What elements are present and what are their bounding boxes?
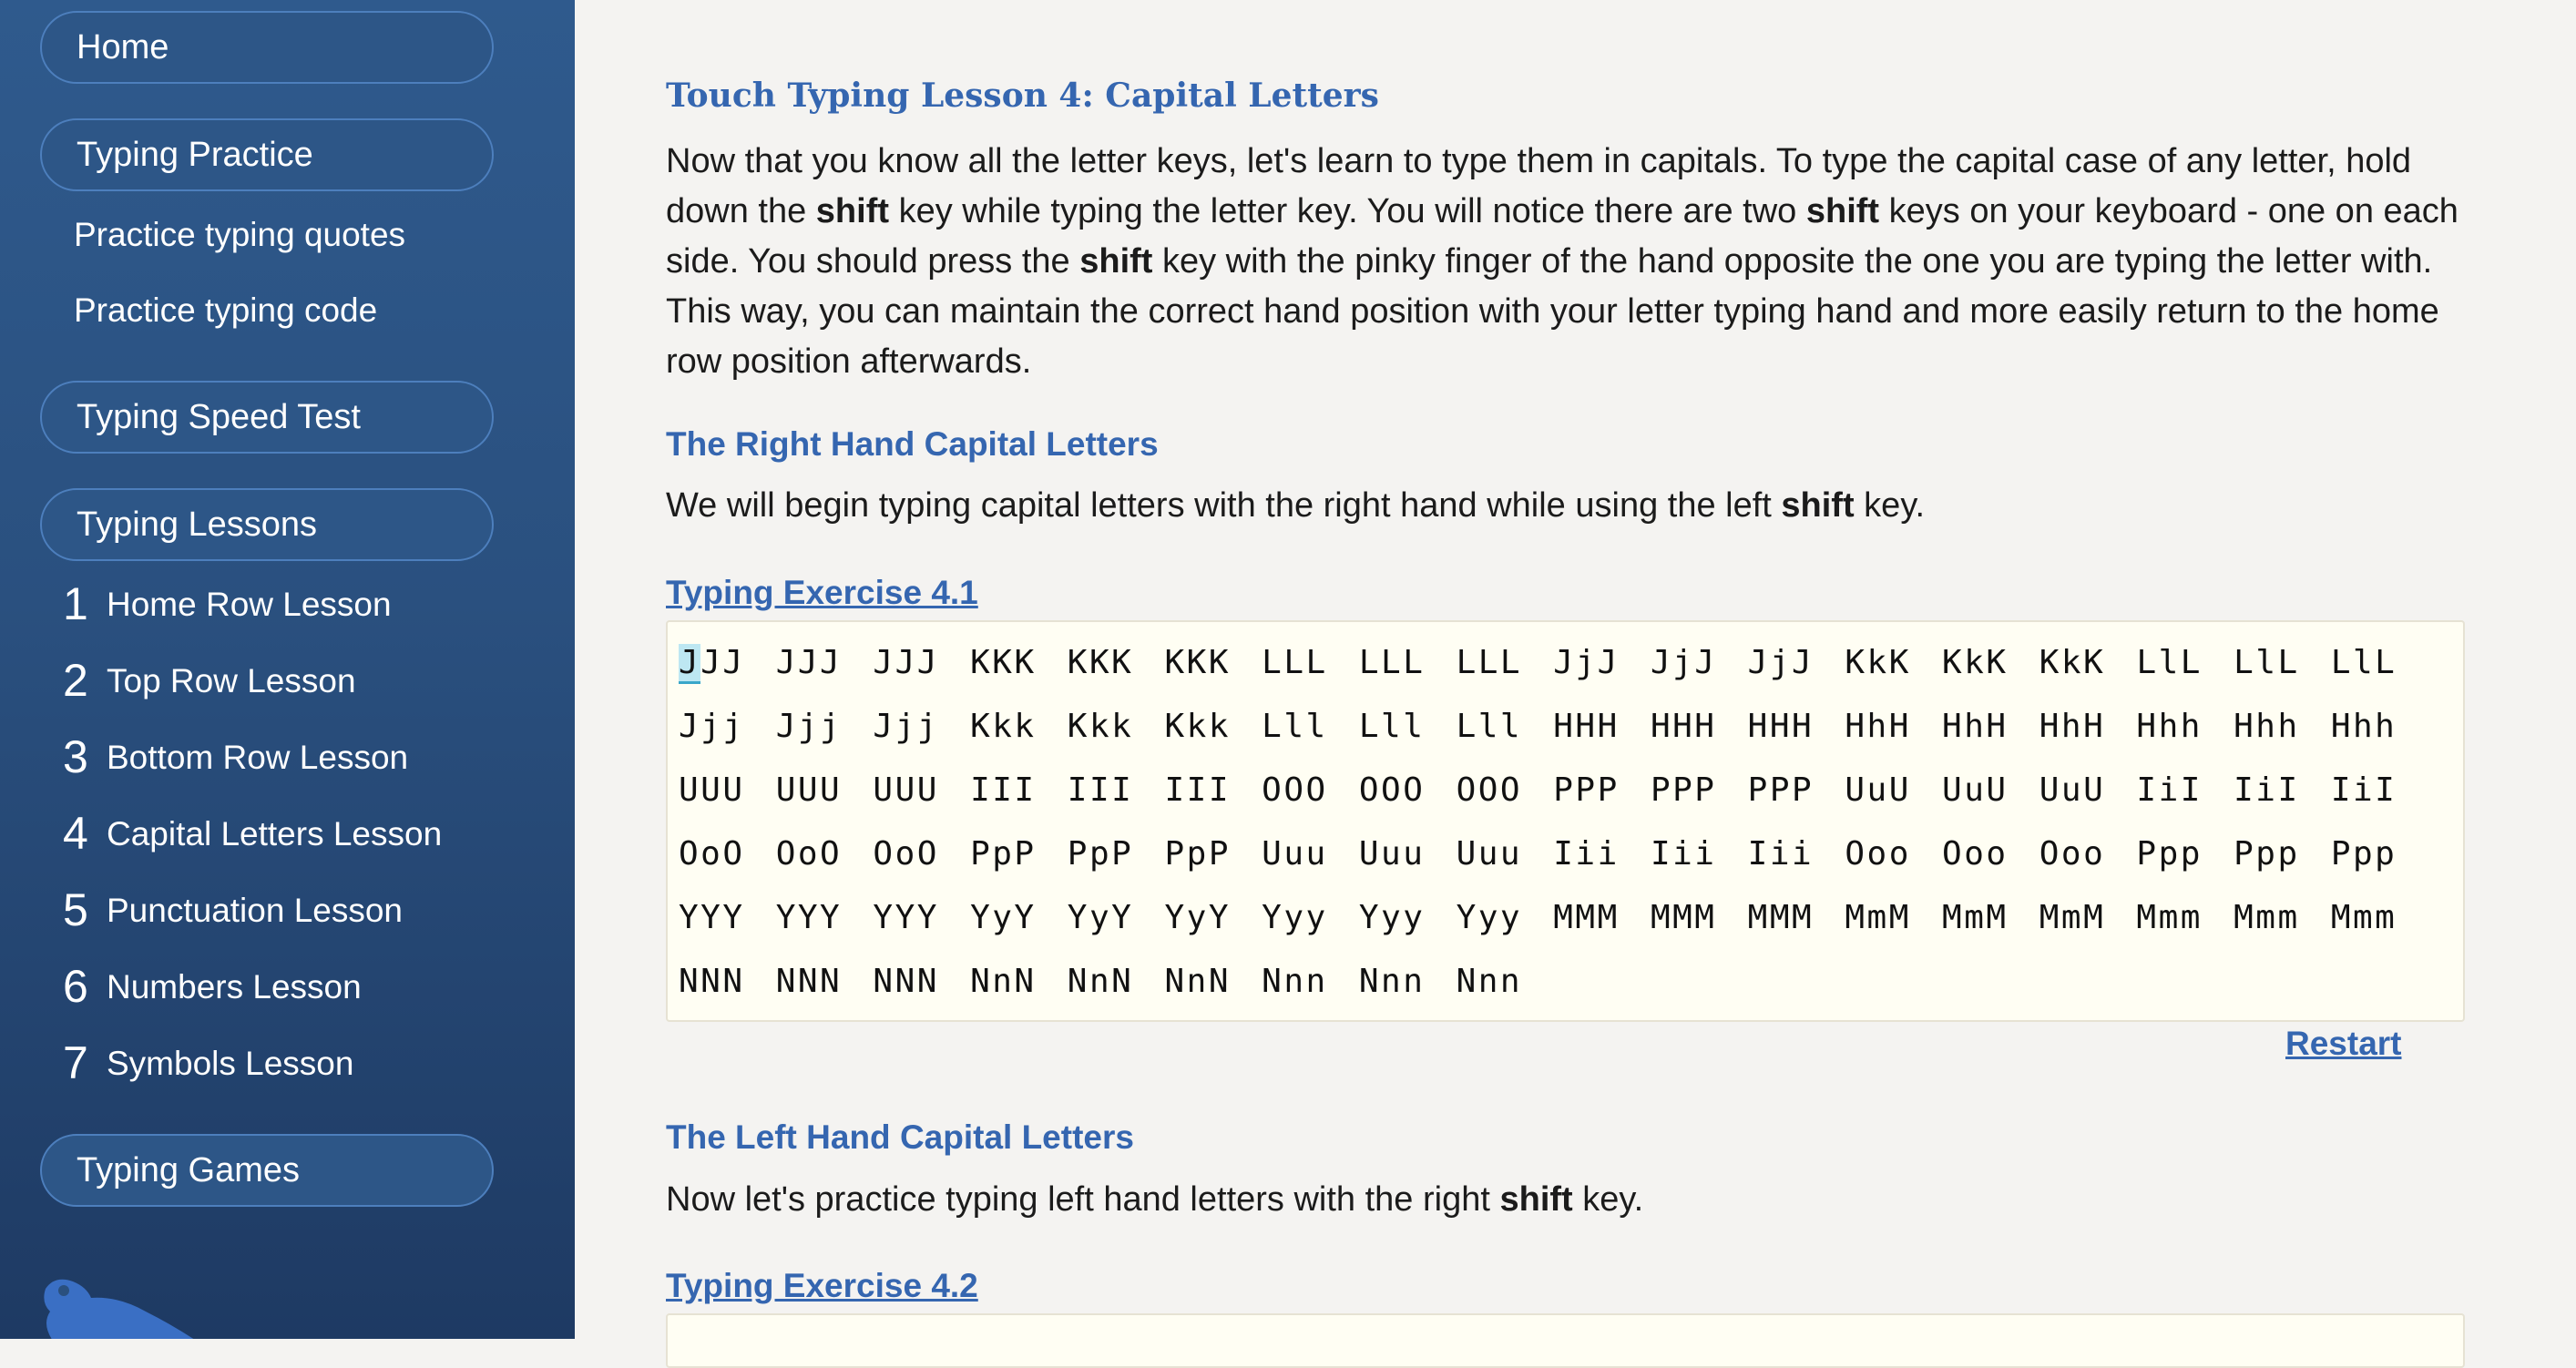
lesson-number: 3 <box>63 731 88 782</box>
lesson-label: Symbols Lesson <box>107 1045 354 1082</box>
exercise-text: JJ JJJ JJJ KKK KKK KKK LLL LLL LLL JjJ JjJ JjJ KkK KkK KkK LlL LlL LlL Jjj Jjj Jjj Kkk Kkk Kkk Lll Lll Lll HHH HHH HHH HhH HhH HhH Hhh Hhh Hhh UUU UUU UUU III III III OOO OOO OOO PPP PPP PPP UuU UuU UuU IiI IiI IiI OoO OoO OoO PpP PpP PpP Uuu Uuu Uuu Iii Iii Iii Ooo Ooo Ooo Ppp Ppp Ppp YYY YYY YYY YyY YyY YyY Yyy Yyy Yyy MMM MMM MMM MmM MmM MmM Mmm Mmm Mmm NNN NNN NNN NnN NnN NnN Nnn Nnn Nnn <box>679 644 2397 1000</box>
nav-practice-code-link[interactable]: Practice typing code <box>74 291 378 329</box>
lesson-label: Punctuation Lesson <box>107 892 404 929</box>
mascot-logo-icon <box>36 1271 219 1339</box>
nav-lesson-1-link[interactable] <box>63 578 392 629</box>
nav-lesson-2-link[interactable] <box>63 655 356 706</box>
nav-lesson-3-link[interactable] <box>63 731 409 782</box>
nav-lesson-5-link[interactable] <box>63 884 404 935</box>
lesson-label: Bottom Row Lesson <box>107 739 409 776</box>
sidebar <box>0 0 575 1339</box>
nav-home-button[interactable]: Home <box>40 11 494 84</box>
right-hand-paragraph: We will begin typing capital letters with the right hand while using the left shift key. <box>666 486 1926 525</box>
left-hand-heading: The Left Hand Capital Letters <box>666 1118 1134 1156</box>
lesson-label: Capital Letters Lesson <box>107 815 443 852</box>
restart-link[interactable]: Restart <box>2285 1025 2402 1062</box>
lesson-label: Top Row Lesson <box>107 662 356 699</box>
lesson-number: 2 <box>63 655 88 706</box>
lesson-number: 6 <box>63 961 88 1012</box>
nav-speed-test-button[interactable]: Typing Speed Test <box>40 381 494 454</box>
nav-typing-lessons-button[interactable]: Typing Lessons <box>40 488 494 561</box>
lesson-number: 1 <box>63 578 88 629</box>
lesson-number: 4 <box>63 808 88 859</box>
nav-typing-games-button[interactable]: Typing Games <box>40 1134 494 1207</box>
lesson-label: Numbers Lesson <box>107 968 362 1006</box>
nav-lesson-4-link[interactable] <box>63 808 443 859</box>
nav-typing-practice-button[interactable]: Typing Practice <box>40 118 494 191</box>
typing-exercise-area[interactable] <box>666 620 2465 1022</box>
nav-lesson-6-link[interactable] <box>63 961 362 1012</box>
intro-paragraph: Now that you know all the letter keys, let's learn to type them in capitals. To type the capital case of any letter, hold down the shift key while typing the letter key. You will notice there are two shift keys on your keyboard - one on each side. You should press the shift key with the pinky finger of the hand opposite the one you are typing the letter with. This way, you can maintain the correct hand position with your letter typing hand and more easily return to the home row position afterwards. <box>666 142 2458 381</box>
nav-lesson-7-link[interactable] <box>63 1037 354 1088</box>
nav-practice-quotes-link[interactable]: Practice typing quotes <box>74 216 406 253</box>
typing-exercise-area-2[interactable] <box>666 1313 2465 1368</box>
lesson-number: 5 <box>63 884 88 935</box>
page-title: Touch Typing Lesson 4: Capital Letters <box>666 77 1379 115</box>
exercise-4-2-link[interactable]: Typing Exercise 4.2 <box>666 1267 978 1304</box>
left-hand-paragraph: Now let's practice typing left hand letters with the right shift key. <box>666 1180 1644 1219</box>
lesson-label: Home Row Lesson <box>107 586 392 623</box>
current-char-cursor: J <box>679 644 700 684</box>
exercise-4-1-link[interactable]: Typing Exercise 4.1 <box>666 574 978 611</box>
right-hand-heading: The Right Hand Capital Letters <box>666 425 1159 463</box>
lesson-number: 7 <box>63 1037 88 1088</box>
